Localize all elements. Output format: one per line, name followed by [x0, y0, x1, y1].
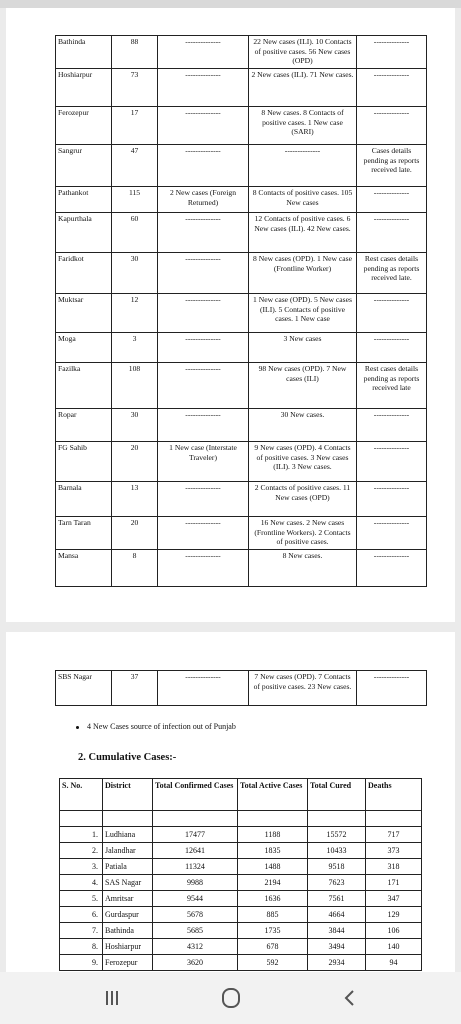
- home-button[interactable]: [201, 972, 261, 1024]
- cell-from-state: --------------: [158, 294, 249, 333]
- table-header-row: [60, 779, 422, 811]
- cell-deaths: 171: [366, 875, 422, 891]
- table-row: [60, 827, 422, 843]
- cell-district: Hoshiarpur: [56, 69, 112, 107]
- cell-district: Gurdaspur: [103, 907, 153, 923]
- table-row: [60, 923, 422, 939]
- cell-from-state: --------------: [158, 550, 249, 587]
- cell-confirmed: 5685: [153, 923, 238, 939]
- cell-sno: 5.: [60, 891, 103, 907]
- cell-district: FG Sahib: [56, 442, 112, 482]
- cell-cured: 7561: [308, 891, 366, 907]
- cell-local: 2 Contacts of positive cases. 11 New cases (OPD): [249, 482, 357, 517]
- cell-confirmed: 5678: [153, 907, 238, 923]
- cell-new-cases: 60: [112, 213, 158, 253]
- cell-from-state: --------------: [158, 409, 249, 442]
- cumulative-cases-table: [59, 778, 422, 971]
- cell-sno: 7.: [60, 923, 103, 939]
- cell-from-state: --------------: [158, 517, 249, 550]
- cell-deaths: 106: [366, 923, 422, 939]
- cell-new-cases: 12: [112, 294, 158, 333]
- cell-remarks: --------------: [357, 409, 427, 442]
- cell-sno: 2.: [60, 843, 103, 859]
- cell-remarks: --------------: [357, 333, 427, 363]
- bullet-note: [76, 722, 236, 731]
- cell-local: 7 New cases (OPD). 7 Contacts of positive cases. 23 New cases.: [249, 671, 357, 706]
- cell-deaths: 373: [366, 843, 422, 859]
- cell-district: Muktsar: [56, 294, 112, 333]
- table-row: [56, 294, 427, 333]
- cell-new-cases: 8: [112, 550, 158, 587]
- cell-confirmed: 9988: [153, 875, 238, 891]
- table-row: [60, 843, 422, 859]
- cell-from-state: --------------: [158, 145, 249, 187]
- new-cases-table-continued: [55, 670, 427, 706]
- table-row: [56, 482, 427, 517]
- cell-local: --------------: [249, 145, 357, 187]
- cell-remarks: --------------: [357, 671, 427, 706]
- table-row: [60, 891, 422, 907]
- cell-district: SAS Nagar: [103, 875, 153, 891]
- table-row: [56, 550, 427, 587]
- cell-active: 1835: [238, 843, 308, 859]
- cell-local: 9 New cases (OPD). 4 Contacts of positive cases. 3 New cases (ILI). 3 New cases.: [249, 442, 357, 482]
- header-confirmed: Total Confirmed Cases: [153, 779, 238, 811]
- document-page-1: [6, 8, 455, 622]
- cell-from-state: --------------: [158, 36, 249, 69]
- cell-district: Tarn Taran: [56, 517, 112, 550]
- table-row: [56, 145, 427, 187]
- cell-sno: 1.: [60, 827, 103, 843]
- cell-local: 8 New cases (OPD). 1 New case (Frontline Worker): [249, 253, 357, 294]
- table-row: [60, 907, 422, 923]
- cell-local: 8 New cases.: [249, 550, 357, 587]
- cell-new-cases: 115: [112, 187, 158, 213]
- cell-deaths: 318: [366, 859, 422, 875]
- cell-new-cases: 108: [112, 363, 158, 409]
- cell-district: Ferozepur: [103, 955, 153, 971]
- cell-from-state: --------------: [158, 482, 249, 517]
- cell-sno: 9.: [60, 955, 103, 971]
- cell-cured: 4664: [308, 907, 366, 923]
- cell-district: Fazilka: [56, 363, 112, 409]
- cell-local: 12 Contacts of positive cases. 6 New cases (ILI). 42 New cases.: [249, 213, 357, 253]
- cell-district: Jalandhar: [103, 843, 153, 859]
- table-row: [56, 363, 427, 409]
- cell-new-cases: 37: [112, 671, 158, 706]
- table-row: [56, 442, 427, 482]
- cell-from-state: --------------: [158, 107, 249, 145]
- cell-confirmed: 9544: [153, 891, 238, 907]
- cell-from-state: --------------: [158, 253, 249, 294]
- cell-cured: 10433: [308, 843, 366, 859]
- cell-remarks: --------------: [357, 213, 427, 253]
- table-row: [60, 955, 422, 971]
- header-cured: Total Cured: [308, 779, 366, 811]
- table-spacer-row: [60, 811, 422, 827]
- cell-remarks: Rest cases details pending as reports received late.: [357, 253, 427, 294]
- cell-sno: 3.: [60, 859, 103, 875]
- back-icon: [340, 988, 360, 1008]
- cell-new-cases: 47: [112, 145, 158, 187]
- cell-local: 8 New cases. 8 Contacts of positive cases. 1 New case (SARI): [249, 107, 357, 145]
- cell-remarks: --------------: [357, 187, 427, 213]
- cell-active: 1488: [238, 859, 308, 875]
- cell-remarks: --------------: [357, 550, 427, 587]
- cell-district: Barnala: [56, 482, 112, 517]
- new-cases-table: [55, 35, 427, 587]
- header-deaths: Deaths: [366, 779, 422, 811]
- cell-remarks: --------------: [357, 442, 427, 482]
- cell-local: 98 New cases (OPD). 7 New cases (ILI): [249, 363, 357, 409]
- cell-remarks: Cases details pending as reports received late.: [357, 145, 427, 187]
- cell-deaths: 347: [366, 891, 422, 907]
- cell-remarks: Rest cases details pending as reports received late: [357, 363, 427, 409]
- cell-district: Pathankot: [56, 187, 112, 213]
- table-row: [56, 107, 427, 145]
- table-row: [56, 187, 427, 213]
- table-row: [56, 69, 427, 107]
- cell-remarks: --------------: [357, 69, 427, 107]
- cell-new-cases: 20: [112, 442, 158, 482]
- cell-district: Amritsar: [103, 891, 153, 907]
- cell-cured: 3844: [308, 923, 366, 939]
- table-row: [56, 36, 427, 69]
- cell-deaths: 140: [366, 939, 422, 955]
- cell-local: 16 New cases. 2 New cases (Frontline Workers). 2 Contacts of positive cases.: [249, 517, 357, 550]
- cell-district: Ropar: [56, 409, 112, 442]
- cell-district: Ludhiana: [103, 827, 153, 843]
- cell-remarks: --------------: [357, 36, 427, 69]
- cell-remarks: --------------: [357, 107, 427, 145]
- cell-deaths: 129: [366, 907, 422, 923]
- cell-new-cases: 73: [112, 69, 158, 107]
- section-heading: 2. Cumulative Cases:-: [78, 752, 177, 763]
- cell-active: 592: [238, 955, 308, 971]
- cell-confirmed: 3620: [153, 955, 238, 971]
- cell-new-cases: 13: [112, 482, 158, 517]
- table-row: [60, 939, 422, 955]
- cell-district: Faridkot: [56, 253, 112, 294]
- back-button[interactable]: [320, 972, 380, 1024]
- cell-active: 885: [238, 907, 308, 923]
- cell-local: 1 New case (OPD). 5 New cases (ILI). 5 Contacts of positive cases. 1 New case: [249, 294, 357, 333]
- bullet-dot: [76, 726, 79, 729]
- status-bar: [0, 0, 461, 8]
- cell-cured: 15572: [308, 827, 366, 843]
- table-row: [56, 253, 427, 294]
- bullet-text: 4 New Cases source of infection out of Punjab: [87, 722, 236, 731]
- table-row: [60, 875, 422, 891]
- cell-district: Ferozepur: [56, 107, 112, 145]
- cell-active: 2194: [238, 875, 308, 891]
- header-sno: S. No.: [60, 779, 103, 811]
- cell-sno: 6.: [60, 907, 103, 923]
- header-active: Total Active Cases: [238, 779, 308, 811]
- cell-new-cases: 30: [112, 253, 158, 294]
- cell-district: Moga: [56, 333, 112, 363]
- cell-remarks: --------------: [357, 517, 427, 550]
- cell-active: 1735: [238, 923, 308, 939]
- table-row: [56, 213, 427, 253]
- cell-cured: 2934: [308, 955, 366, 971]
- cell-active: 1188: [238, 827, 308, 843]
- recent-apps-button[interactable]: [82, 972, 142, 1024]
- cell-from-state: --------------: [158, 671, 249, 706]
- document-page-2: [6, 632, 455, 972]
- cell-confirmed: 4312: [153, 939, 238, 955]
- cell-remarks: --------------: [357, 294, 427, 333]
- recent-apps-icon: [102, 988, 122, 1008]
- cell-confirmed: 11324: [153, 859, 238, 875]
- table-row: [56, 671, 427, 706]
- cell-from-state: --------------: [158, 363, 249, 409]
- cell-cured: 3494: [308, 939, 366, 955]
- cell-cured: 9518: [308, 859, 366, 875]
- cell-from-state: 1 New case (Interstate Traveler): [158, 442, 249, 482]
- cell-active: 1636: [238, 891, 308, 907]
- cell-deaths: 94: [366, 955, 422, 971]
- cell-from-state: --------------: [158, 213, 249, 253]
- cell-district: Hoshiarpur: [103, 939, 153, 955]
- cell-local: 30 New cases.: [249, 409, 357, 442]
- cell-confirmed: 17477: [153, 827, 238, 843]
- table-row: [56, 333, 427, 363]
- cell-sno: 4.: [60, 875, 103, 891]
- cell-from-state: --------------: [158, 69, 249, 107]
- cell-district: SBS Nagar: [56, 671, 112, 706]
- cell-sno: 8.: [60, 939, 103, 955]
- table-row: [56, 517, 427, 550]
- navigation-bar: [0, 972, 461, 1024]
- cell-new-cases: 3: [112, 333, 158, 363]
- cell-active: 678: [238, 939, 308, 955]
- cell-from-state: 2 New cases (Foreign Returned): [158, 187, 249, 213]
- cell-district: Mansa: [56, 550, 112, 587]
- cell-local: 22 New cases (ILI). 10 Contacts of positive cases. 56 New cases (OPD): [249, 36, 357, 69]
- cell-district: Kapurthala: [56, 213, 112, 253]
- cell-new-cases: 88: [112, 36, 158, 69]
- cell-cured: 7623: [308, 875, 366, 891]
- header-district: District: [103, 779, 153, 811]
- cell-district: Bathinda: [56, 36, 112, 69]
- cell-from-state: --------------: [158, 333, 249, 363]
- cell-confirmed: 12641: [153, 843, 238, 859]
- cell-new-cases: 17: [112, 107, 158, 145]
- cell-remarks: --------------: [357, 482, 427, 517]
- table-row: [56, 409, 427, 442]
- cell-district: Bathinda: [103, 923, 153, 939]
- cell-district: Patiala: [103, 859, 153, 875]
- cell-new-cases: 30: [112, 409, 158, 442]
- cell-local: 2 New cases (ILI). 71 New cases.: [249, 69, 357, 107]
- cell-deaths: 717: [366, 827, 422, 843]
- cell-local: 8 Contacts of positive cases. 105 New cases: [249, 187, 357, 213]
- cell-district: Sangrur: [56, 145, 112, 187]
- cell-new-cases: 20: [112, 517, 158, 550]
- home-icon: [219, 986, 243, 1010]
- table-row: [60, 859, 422, 875]
- cell-local: 3 New cases: [249, 333, 357, 363]
